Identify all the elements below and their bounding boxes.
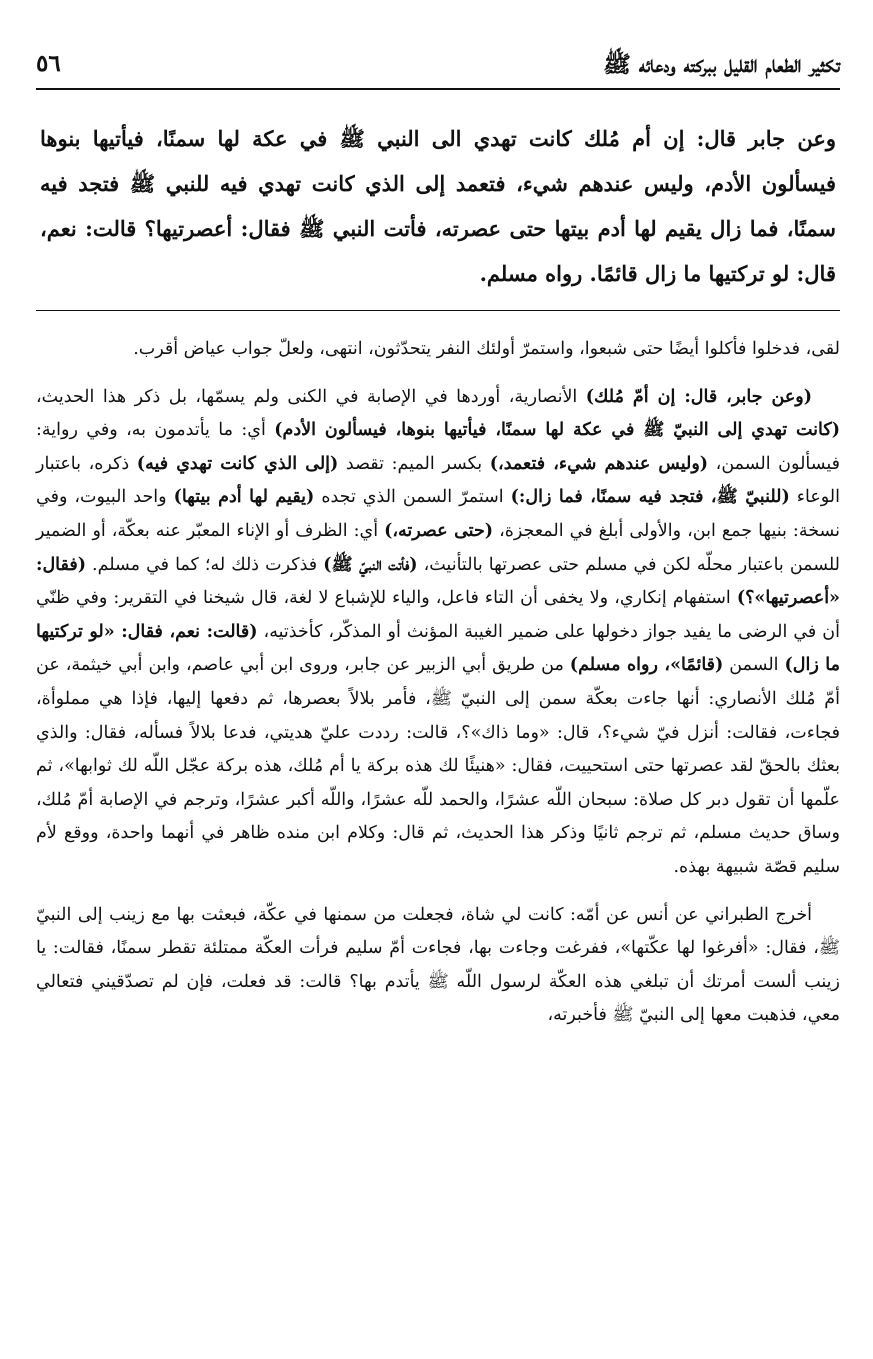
commentary-text: لقى، فدخلوا فأكلوا أيضًا حتى شبعوا، واستمرّ أولئك النفر يتحدّثون، انتهى، ولعلّ جواب عياض أقرب. <box>133 339 840 359</box>
quoted-hadith-phrase: (فأتت النبيّ ﷺ) <box>323 554 418 575</box>
quoted-hadith-phrase: (فقال: «أعصرتيها»؟) <box>36 554 840 609</box>
commentary-text: أي: ما يأتدمون به، وفي رواية: فيسألون السمن، <box>36 420 840 474</box>
commentary-text: أي: الظرف أو الإناء المعبّر عنه بعكّة، أو الضمير للسمن باعتبار محلّه لكن في مسلم حتى عصرتها بالتأنيث، <box>36 520 840 575</box>
running-title: تكثير الطعام القليل ببركته ودعائه ﷺ <box>603 51 840 78</box>
commentary-text: السمن <box>723 655 785 676</box>
quoted-hadith-phrase: (حتى عصرته،) <box>384 520 494 541</box>
commentary-paragraph-1 <box>36 333 840 367</box>
quoted-hadith-phrase: (قائمًا»، رواه مسلم) <box>569 655 724 676</box>
quoted-hadith-phrase: (وعن جابر، قال: إن أمّ مُلك) <box>585 386 812 407</box>
quoted-hadith-phrase: (كانت تهدي إلى النبيّ ﷺ في عكة لها سمنًا، فيأتيها بنوها، فيسألون الأدم) <box>274 420 840 441</box>
commentary-text: الأنصارية، أوردها في الإصابة في الكنى ولم يسمّها، بل ذكر هذا الحديث، <box>36 386 586 407</box>
quoted-hadith-phrase: (يقيم لها أدم بيتها) <box>173 487 315 508</box>
commentary-text: فذكرت ذلك له؛ كما في مسلم. <box>86 554 324 575</box>
commentary-text: بكسر الميم: تقصد <box>338 453 490 474</box>
commentary-paragraph-2 <box>36 381 840 885</box>
page-number: ٥٦ <box>36 50 61 77</box>
commentary-text: أخرج الطبراني عن أنس عن أمّه: كانت لي شاة، فجعلت من سمنها في عكّة، فبعثت بها مع زينب إلى النبيّ ﷺ، فقال: «أفرغوا لها عكّتها»، ففرغت وجاءت بها، فجاءت أمّ سليم فرأت العكّة ممتلئة تقطر سمنًا، فقالت: يا زينب ألست أمرتك أن تبلغي هذه العكّة لرسول اللّه ﷺ يأتدم بها؟ قالت: قد فعلت، فإن لم تصدّقيني فتعالي معي، فذهبت معها إلى النبيّ ﷺ فأخبرته، <box>36 904 840 1026</box>
commentary-section <box>36 311 840 1033</box>
book-page <box>36 44 840 1334</box>
commentary-text: ذكره، باعتبار الوعاء <box>36 453 840 508</box>
commentary-paragraph-3 <box>36 899 840 1033</box>
quoted-hadith-phrase: (قالت: نعم، فقال: «لو تركتيها ما زال) <box>36 621 841 676</box>
quoted-hadith-phrase: (للنبيّ ﷺ، فتجد فيه سمنًا، فما زال:) <box>510 487 790 508</box>
commentary-text: استفهام إنكاري، ولا يخفى أن التاء فاعل، والياء للإشباع لا لغة، قال شيخنا في التقرير: وفي ظنّي أن في الرضى ما يفيد جواز دخولها على ضمير الغيبة المؤنث أو المذكّر، كأخذتيه، <box>36 588 840 642</box>
hadith-text: وعن جابر قال: إن أم مُلك كانت تهدي الى النبي ﷺ في عكة لها سمنًا، فيأتيها بنوها فيسألون الأدم، وليس عندهم شيء، فتعمد إلى الذي كانت تهدي فيه للنبي ﷺ فتجد فيه سمنًا، فما زال يقيم لها أدم بيتها حتى عصرته، فأتت النبي ﷺ فقال: أعصرتيها؟ قالت: نعم، قال: لو تركتيها ما زال قائمًا. رواه مسلم. <box>40 126 836 286</box>
page-header <box>36 44 840 90</box>
commentary-text: واحد البيوت، وفي نسخة: بنيها جمع ابن، والأولى أبلغ في المعجزة، <box>36 487 840 541</box>
commentary-text: استمرّ السمن الذي تجده <box>314 487 511 508</box>
quoted-hadith-phrase: (إلى الذي كانت تهدي فيه) <box>136 453 339 474</box>
commentary-text: من طريق أبي الزبير عن جابر، وروى ابن أبي عاصم، وابن أبي خيثمة، عن أمّ مُلك الأنصاري: أنها جاءت بعكّة سمن إلى النبيّ ﷺ، فأمر بلالاً بعصرها، ثم دفعها إليها، فإذا هي مملوأة، فجاءت، فقالت: أنزل فيّ شيء؟، قال: «وما ذاك»؟، قالت: رددت عليّ هديتي، فدعا بلالاً فسأله، فقال: والذي بعثك بالحقّ لقد عصرتها حتى استحييت، فقال: «هنيئًا لك هذه بركة يا أم مُلك، هذه بركة عجّل اللّه لك ثوابها»، ثم علّمها أن تقول دبر كل صلاة: سبحان اللّه عشرًا، والحمد للّه عشرًا، واللّه أكبر عشرًا، وترجم في الإصابة أمّ مُلك، وساق حديث مسلم، ثم ترجم ثانيًا وذكر هذا الحديث، ثم قال: وكلام ابن منده ظاهر في أنهما واحدة، ووقع لأم سليم قصّة شبيهة بهذه. <box>36 655 840 877</box>
quoted-hadith-phrase: (وليس عندهم شيء، فتعمد،) <box>489 453 709 474</box>
